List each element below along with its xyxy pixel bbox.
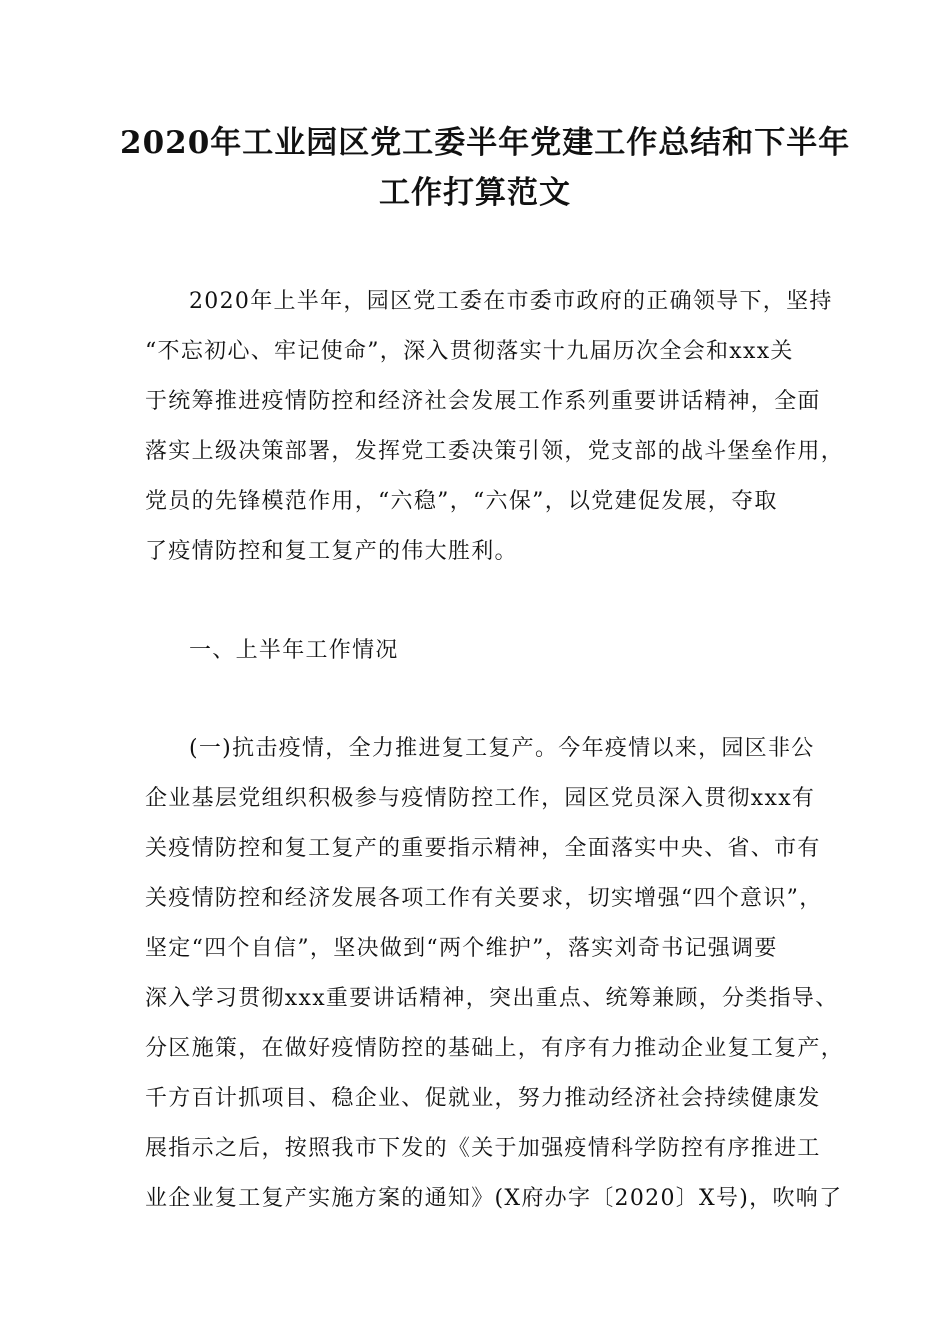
- paragraph-1-line-6: 了疫情防控和复工复产的伟大胜利。: [145, 539, 518, 564]
- paragraph-2-line-2: 企业基层党组织积极参与疫情防控工作，园区党员深入贯彻xxx有: [145, 786, 816, 811]
- paragraph-2-line-3: 关疫情防控和复工复产的重要指示精神，全面落实中央、省、市有: [145, 836, 821, 861]
- paragraph-1-line-5: 党员的先锋模范作用，“六稳”，“六保”，以党建促发展，夺取: [145, 489, 778, 514]
- section-heading: 一、上半年工作情况: [189, 638, 399, 663]
- paragraph-2-line-10: 业企业复工复产实施方案的通知》(X府办字〔2020〕X号)，吹响了: [145, 1186, 843, 1211]
- title-line-2: 工作打算范文: [379, 175, 571, 211]
- paragraph-2-line-5: 坚定“四个自信”，坚决做到“两个维护”，落实刘奇书记强调要: [145, 936, 778, 961]
- paragraph-2-line-9: 展指示之后，按照我市下发的《关于加强疫情科学防控有序推进工: [145, 1136, 821, 1161]
- paragraph-2-line-8: 千方百计抓项目、稳企业、促就业，努力推动经济社会持续健康发: [145, 1086, 821, 1111]
- paragraph-2-line-7: 分区施策，在做好疫情防控的基础上，有序有力推动企业复工复产，: [145, 1036, 845, 1061]
- paragraph-1-line-1: 2020年上半年，园区党工委在市委市政府的正确领导下，坚持: [189, 289, 833, 314]
- paragraph-2-line-6: 深入学习贯彻xxx重要讲话精神，突出重点、统筹兼顾，分类指导、: [145, 986, 839, 1011]
- document-title: [120, 118, 851, 218]
- title-line-1: 2020年工业园区党工委半年党建工作总结和下半年: [120, 125, 851, 161]
- paragraph-2-line-1: (一)抗击疫情，全力推进复工复产。今年疫情以来，园区非公: [189, 736, 815, 761]
- paragraph-1-line-2: “不忘初心、牢记使命”，深入贯彻落实十九届历次全会和xxx关: [145, 339, 794, 364]
- paragraph-1-line-3: 于统筹推进疫情防控和经济社会发展工作系列重要讲话精神，全面: [145, 389, 821, 414]
- paragraph-1-line-4: 落实上级决策部署，发挥党工委决策引领，党支部的战斗堡垒作用，: [145, 439, 845, 464]
- paragraph-2-line-4: 关疫情防控和经济发展各项工作有关要求，切实增强“四个意识”，: [145, 886, 823, 911]
